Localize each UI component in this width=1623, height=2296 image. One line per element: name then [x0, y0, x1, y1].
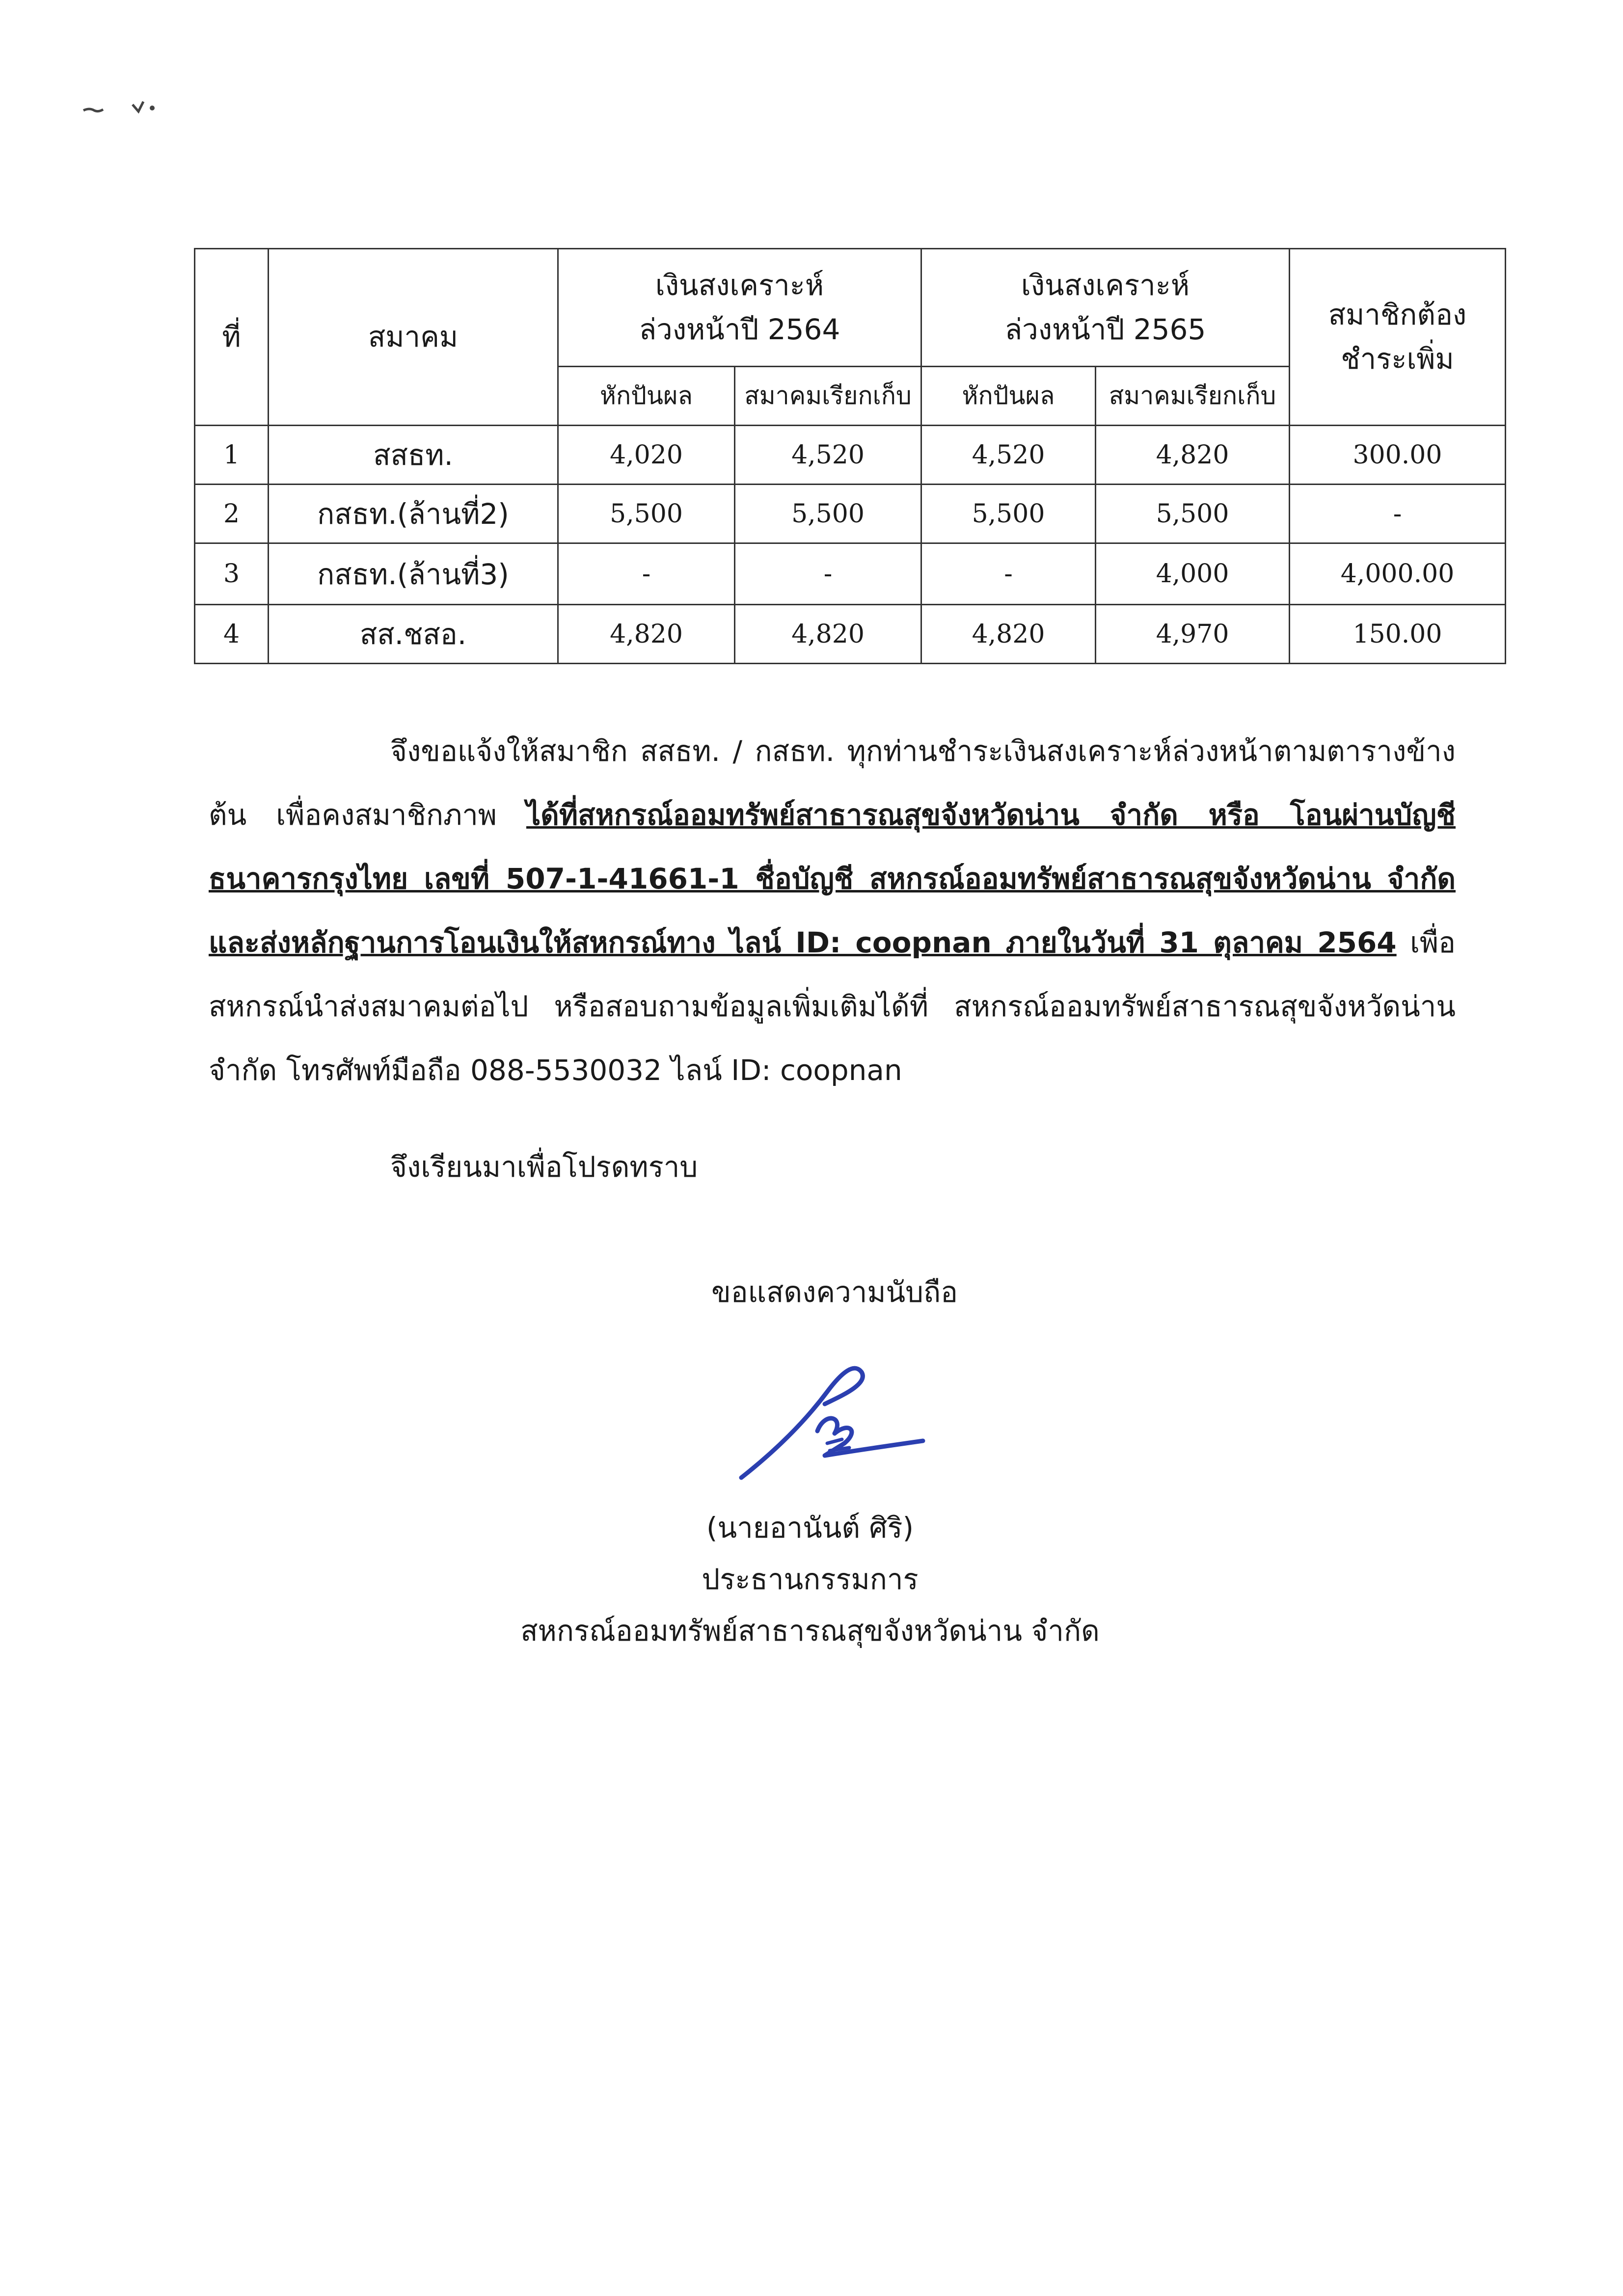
cell-no: 3: [195, 543, 269, 605]
scan-speck-mark: [74, 96, 167, 120]
header-extra-line1: สมาชิกต้อง: [1328, 297, 1467, 331]
table-row: [195, 543, 1506, 605]
cell-deduct-2565: 4,820: [921, 605, 1096, 664]
cell-deduct-2564: 5,500: [558, 485, 735, 543]
cell-collect-2565: 4,970: [1096, 605, 1290, 664]
cell-extra: 300.00: [1290, 426, 1506, 485]
header-extra-payment: [1290, 249, 1506, 426]
cell-collect-2564: -: [735, 543, 921, 605]
handwritten-signature: [731, 1357, 938, 1485]
regards-line: ขอแสดงความนับถือ: [711, 1275, 958, 1309]
cell-no: 1: [195, 426, 269, 485]
notice-text-payment-details: ได้ที่สหกรณ์ออมทรัพย์สาธารณสุขจังหวัดน่าน จำกัด หรือ โอนผ่านบัญชี ธนาคารกรุงไทย เลขที่ 507-1-41661-1 ชื่อบัญชี สหกรณ์ออมทรัพย์สาธารณสุขจังหวัดน่าน จำกัด และส่งหลักฐานการโอนเงินให้สหกรณ์ทาง ไลน์ ID: coopnan ภายในวันที่ 31 ตุลาคม 2564: [209, 798, 1456, 959]
subheader-deduct-2565: หักปันผล: [921, 367, 1096, 426]
cell-name: กสธท.(ล้านที่2): [269, 485, 558, 543]
header-no: ที่: [195, 249, 269, 426]
cell-name: สสธท.: [269, 426, 558, 485]
cell-collect-2564: 4,520: [735, 426, 921, 485]
header-extra-line2: ชำระเพิ่ม: [1341, 342, 1454, 376]
notice-paragraph: [209, 719, 1456, 1102]
cell-collect-2565: 4,000: [1096, 543, 1290, 605]
cell-deduct-2564: -: [558, 543, 735, 605]
cell-collect-2565: 4,820: [1096, 426, 1290, 485]
notice-text-intro: จึงขอแจ้งให้สมาชิก สสธท. / กสธท. ทุกท่านชำระเงินสงเคราะห์ล่วงหน้าตามตารางข้างต้น เพื่อคงสมาชิกภาพ: [209, 734, 1456, 832]
header-association: สมาคม: [269, 249, 558, 426]
cell-no: 4: [195, 605, 269, 664]
signature-block: [442, 1502, 1178, 1657]
notice-text-contact: เพื่อสหกรณ์นำส่งสมาคมต่อไป หรือสอบถามข้อมูลเพิ่มเติมได้ที่ สหกรณ์ออมทรัพย์สาธารณสุขจังหวัดน่าน จำกัด โทรศัพท์มือถือ 088-5530032 ไลน์ ID: coopnan: [209, 926, 1456, 1087]
header-advance-2565-line1: เงินสงเคราะห์: [1021, 268, 1190, 302]
table-row: [195, 605, 1506, 664]
cell-extra: 150.00: [1290, 605, 1506, 664]
cell-collect-2564: 4,820: [735, 605, 921, 664]
cell-extra: 4,000.00: [1290, 543, 1506, 605]
cell-collect-2565: 5,500: [1096, 485, 1290, 543]
header-advance-2564-line1: เงินสงเคราะห์: [655, 268, 824, 302]
closing-line: จึงเรียนมาเพื่อโปรดทราบ: [390, 1150, 698, 1184]
cell-deduct-2565: 5,500: [921, 485, 1096, 543]
advance-payment-table: [194, 248, 1506, 664]
cell-deduct-2564: 4,820: [558, 605, 735, 664]
cell-extra: -: [1290, 485, 1506, 543]
cell-deduct-2565: -: [921, 543, 1096, 605]
signer-organization: สหกรณ์ออมทรัพย์สาธารณสุขจังหวัดน่าน จำกัด: [520, 1614, 1100, 1648]
cell-name: กสธท.(ล้านที่3): [269, 543, 558, 605]
subheader-collect-2564: สมาคมเรียกเก็บ: [735, 367, 921, 426]
cell-name: สส.ชสอ.: [269, 605, 558, 664]
header-advance-2564-line2: ล่วงหน้าปี 2564: [639, 312, 840, 346]
subheader-collect-2565: สมาคมเรียกเก็บ: [1096, 367, 1290, 426]
signer-name: (นายอานันต์ ศิริ): [706, 1511, 914, 1544]
signer-position: ประธานกรรมการ: [702, 1563, 919, 1596]
cell-collect-2564: 5,500: [735, 485, 921, 543]
table-row: [195, 426, 1506, 485]
subheader-deduct-2564: หักปันผล: [558, 367, 735, 426]
cell-deduct-2565: 4,520: [921, 426, 1096, 485]
cell-deduct-2564: 4,020: [558, 426, 735, 485]
header-advance-2565-line2: ล่วงหน้าปี 2565: [1004, 312, 1206, 346]
header-advance-2565: [921, 249, 1290, 367]
table-row: [195, 485, 1506, 543]
header-advance-2564: [558, 249, 921, 367]
cell-no: 2: [195, 485, 269, 543]
